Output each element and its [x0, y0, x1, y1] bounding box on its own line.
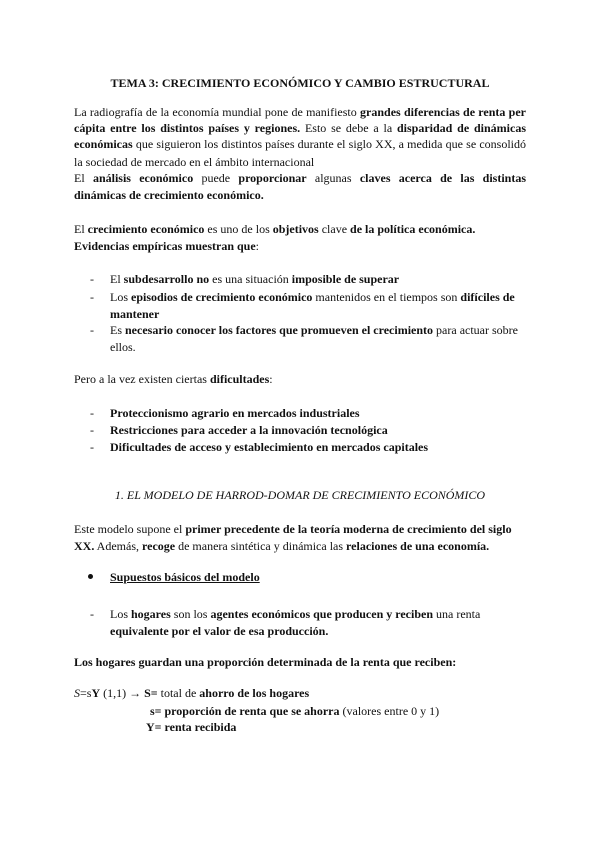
bold-text: Supuestos básicos del modelo — [110, 570, 260, 584]
bold-text: imposible de superar — [291, 272, 400, 286]
text: El — [110, 272, 124, 286]
bold-text: hogares — [131, 607, 171, 621]
text: algunas — [306, 171, 360, 185]
list-dash: - — [90, 423, 94, 437]
formula-line — [150, 704, 550, 719]
bold-text: s= proporción de renta que se ahorra — [150, 704, 340, 718]
text: Este modelo supone el — [74, 522, 186, 536]
text: para actuar sobre — [433, 323, 518, 337]
subheading — [110, 568, 530, 586]
paragraph-line — [74, 137, 526, 152]
text: El — [74, 222, 88, 236]
bold-text: mantener — [110, 307, 160, 321]
list-dash: - — [90, 406, 94, 420]
bold-text: dificultades — [209, 372, 270, 386]
bold-text: grandes diferencias de renta per — [360, 105, 526, 119]
bold-text: Y= renta recibida — [146, 720, 237, 734]
paragraph-line — [74, 222, 526, 237]
text: es uno de los — [204, 222, 273, 236]
text: El — [74, 171, 93, 185]
bold-text: claves acerca de las distintas — [359, 171, 526, 185]
text: mantenidos en el tiempos son — [312, 290, 461, 304]
text: (valores entre 0 y 1) — [339, 704, 440, 718]
text: Los — [110, 607, 131, 621]
bold-text: relaciones de una economía. — [346, 539, 490, 553]
text: Además, — [94, 539, 143, 553]
bold-text: Los hogares guardan una proporción determinada de la renta que reciben: — [74, 655, 457, 669]
text: es una situación — [209, 272, 292, 286]
list-dash: - — [90, 440, 94, 454]
formula-line — [146, 720, 546, 735]
list-dash: - — [90, 272, 94, 286]
bold-text: cápita entre los distintos países y regiones. — [74, 121, 301, 135]
text: : — [255, 239, 260, 253]
text: Es — [110, 323, 125, 337]
bold-text: primer precedente de la teoría moderna de crecimiento del siglo — [185, 522, 512, 536]
list-item — [110, 404, 530, 422]
bold-text: recoge — [142, 539, 176, 553]
text: (1,1) → — [100, 686, 145, 700]
text: puede — [193, 171, 239, 185]
paragraph-line — [74, 121, 526, 136]
bold-text: ahorro de los hogares — [199, 686, 310, 700]
text: La radiografía de la economía mundial pone de manifiesto — [74, 105, 361, 119]
page-title: TEMA 3: CRECIMIENTO ECONÓMICO Y CAMBIO ESTRUCTURAL — [110, 76, 490, 90]
bold-text: difíciles de — [460, 290, 515, 304]
bullet-icon — [88, 574, 93, 579]
bold-text: subdesarrollo no — [123, 272, 210, 286]
paragraph-line — [74, 372, 526, 387]
bold-text: disparidad de dinámicas — [397, 121, 526, 135]
bold-text: de la política económica. — [350, 222, 476, 236]
text: clave — [318, 222, 351, 236]
text: son los — [170, 607, 211, 621]
bold-text: episodios de crecimiento económico — [131, 290, 313, 304]
bold-text: necesario conocer los factores que promueven el crecimiento — [125, 323, 434, 337]
paragraph-line — [74, 655, 526, 670]
formula-line — [74, 686, 526, 701]
bold-text: proporcionar — [238, 171, 307, 185]
paragraph-line — [74, 171, 526, 186]
list-item — [110, 421, 530, 439]
paragraph-line — [74, 239, 526, 254]
paragraph-line — [74, 188, 526, 203]
list-item — [110, 605, 530, 623]
section-heading: 1. EL MODELO DE HARROD-DOMAR DE CRECIMIENTO ECONÓMICO — [114, 488, 486, 502]
paragraph-line — [74, 539, 526, 554]
paragraph-line — [74, 522, 526, 537]
bold-text: análisis económico — [92, 171, 194, 185]
list-item — [110, 288, 530, 306]
text: una renta — [433, 607, 481, 621]
bold-text: Dificultades de acceso y establecimiento en mercados capitales — [110, 440, 429, 454]
text: total de — [157, 686, 200, 700]
list-item — [110, 270, 530, 288]
text: Esto se debe a la — [300, 121, 397, 135]
bold-text: Proteccionismo agrario en mercados industriales — [110, 406, 360, 420]
bold-text: S= — [144, 686, 158, 700]
bold-text: agentes económicos que producen y reciben — [210, 607, 434, 621]
bold-text: crecimiento económico — [87, 222, 205, 236]
bold-text: equivalente por el valor de esa producción. — [110, 624, 329, 638]
bold-text: Restricciones para acceder a la innovación tecnológica — [110, 423, 388, 437]
bold-text: XX. — [74, 539, 95, 553]
list-item-continuation: ellos. — [110, 340, 136, 354]
list-dash: - — [90, 323, 94, 337]
bold-text: objetivos — [272, 222, 319, 236]
list-item — [110, 438, 530, 456]
text: de manera sintética y dinámica las — [175, 539, 347, 553]
bold-text: económicas — [74, 137, 133, 151]
italic-text: S — [74, 686, 80, 700]
bold-text: Evidencias empíricas muestran que — [74, 239, 256, 253]
paragraph-line: la sociedad de mercado en el ámbito internacional — [74, 155, 315, 169]
bold-text: dinámicas de crecimiento económico. — [74, 188, 264, 202]
text: Pero a la vez existen ciertas — [74, 372, 210, 386]
text: que siguieron los distintos países durante el siglo XX, a medida que se consolidó — [132, 137, 526, 151]
paragraph-line — [74, 105, 526, 120]
text: : — [269, 372, 273, 386]
text: Los — [110, 290, 131, 304]
list-dash: - — [90, 607, 94, 621]
list-item — [110, 321, 530, 339]
list-item-continuation — [110, 622, 530, 640]
text: =s — [80, 686, 92, 700]
list-dash: - — [90, 290, 94, 304]
bold-text: Y — [91, 686, 101, 700]
